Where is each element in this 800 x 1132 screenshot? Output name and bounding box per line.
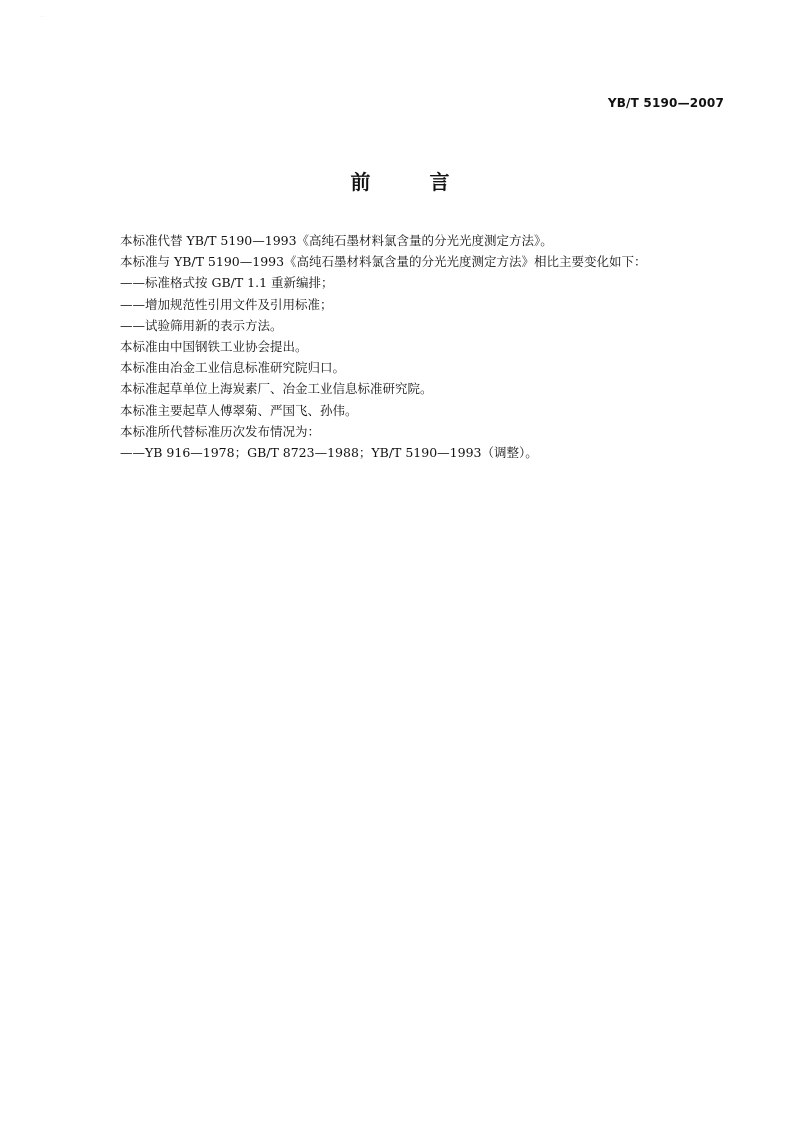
paragraph-line: 本标准由中国钢铁工业协会提出。: [120, 338, 308, 354]
standard-code: YB/T 5190—2007: [607, 96, 724, 110]
paragraph-line: 本标准主要起草人傅翠菊、严国飞、孙伟。: [120, 402, 358, 418]
list-item: ——YB 916—1978；GB/T 8723—1988；YB/T 5190—1993（调整）。: [120, 444, 538, 460]
list-item: ——增加规范性引用文件及引用标准；: [120, 296, 333, 312]
paragraph-line: 本标准代替 YB/T 5190—1993《高纯石墨材料氯含量的分光光度测定方法》。: [120, 233, 553, 248]
list-item: ——标准格式按 GB/T 1.1 重新编排；: [120, 275, 334, 291]
paragraph-line: 本标准起草单位上海炭素厂、冶金工业信息标准研究院。: [120, 381, 433, 397]
paragraph-line: 本标准所代替标准历次发布情况为：: [120, 423, 321, 439]
scan-speck: · · ·: [40, 14, 45, 18]
foreword-body: [120, 230, 740, 463]
page-title: 前 言: [350, 170, 476, 194]
paragraph-line: 本标准与 YB/T 5190—1993《高纯石墨材料氯含量的分光光度测定方法》相比主要变化如下：: [120, 254, 647, 270]
list-item: ——试验筛用新的表示方法。: [120, 317, 283, 333]
paragraph-line: 本标准由冶金工业信息标准研究院归口。: [120, 360, 346, 376]
